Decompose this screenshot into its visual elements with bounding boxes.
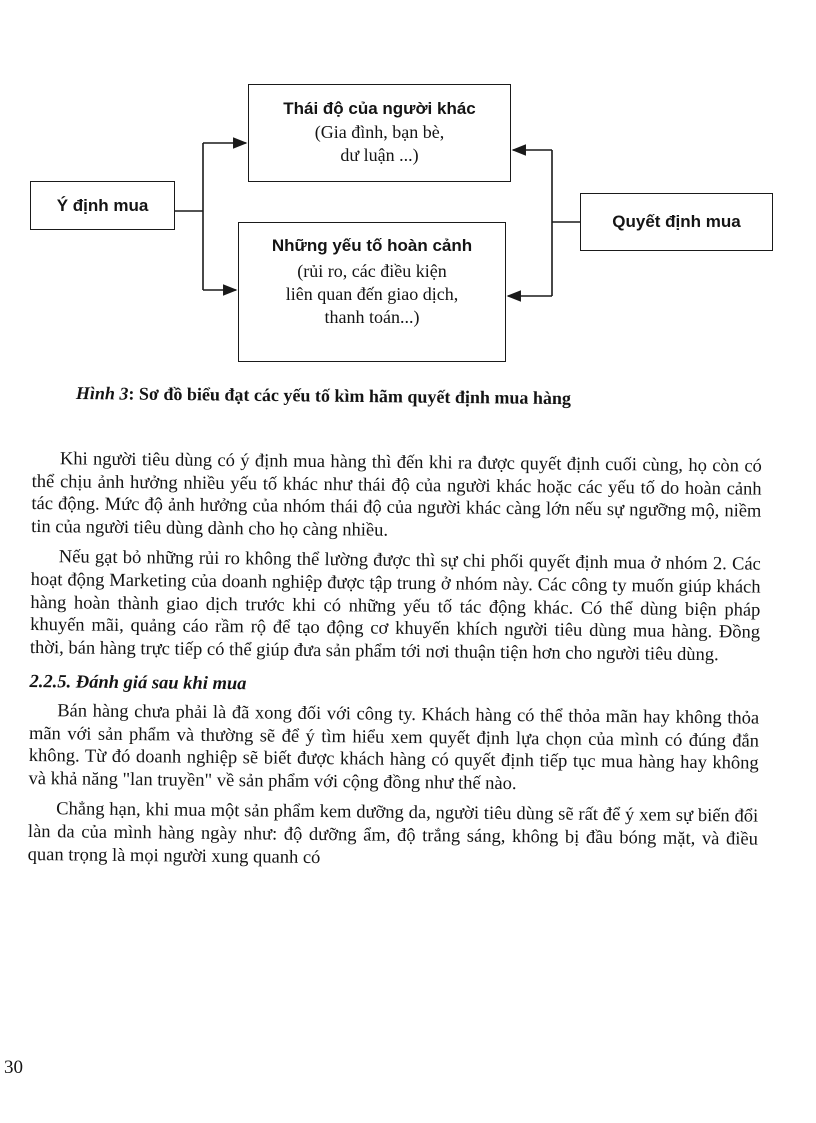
body-text [28,448,762,882]
section-heading: 2.2.5. Đánh giá sau khi mua [29,672,247,695]
paragraph: Khi người tiêu dùng có ý định mua hàng thì đến khi ra được quyết định cuối cùng, họ còn có thể chịu ảnh hưởng nhiều yếu tố khác như thái độ của người khác hoặc các yếu tố do hoàn cảnh tác động. Mức độ ảnh hưởng của nhóm thái độ của người khác càng lớn nếu sự ngưỡng mộ, niềm tin của người tiêu dùng dành cho họ càng nhiều. [31,449,762,541]
circumstances-box [238,222,506,362]
circumstances-line: (rủi ro, các điều kiện [297,261,447,281]
circumstances-line: liên quan đến giao dịch, [285,284,459,304]
intent-label: Ý định mua [56,195,149,215]
page-number: 30 [4,1057,23,1078]
others-attitude-title: Thái độ của người khác [283,99,476,118]
others-attitude-box [248,84,511,182]
decision-label: Quyết định mua [612,212,741,231]
paragraph: Chẳng hạn, khi mua một sản phẩm kem dưỡng da, người tiêu dùng sẽ rất để ý xem sự biến đổi làn da của mình hàng ngày như: độ dưỡng ẩm, độ trắng sáng, không bị đầu bóng mặt, và điều quan trọng là mọi người xung quanh có [27,799,759,868]
others-attitude-line: dư luận ...) [340,145,419,165]
intent-box [30,181,175,230]
decision-box [580,193,773,251]
figure-caption-text: : Sơ đồ biểu đạt các yếu tố kìm hãm quyết định mua hàng [128,383,572,409]
circumstances-title: Những yếu tố hoàn cảnh [271,236,473,255]
paragraph: Bán hàng chưa phải là đã xong đối với công ty. Khách hàng có thể thỏa mãn hay không thỏa mãn với sản phẩm và thường sẽ để ý tìm hiểu xem quyết định lựa chọn của mình có đúng đắn không. Từ đó doanh nghiệp sẽ biết được khách hàng có quyết định tiếp tục mua hàng hay không và khả năng "lan truyền" về sản phẩm với cộng đồng như thế nào. [28,701,760,794]
paragraph: Nếu gạt bỏ những rủi ro không thể lường được thì sự chi phối quyết định mua ở nhóm 2. Các hoạt động Marketing của doanh nghiệp được tập trung ở nhóm này. Các công ty muốn giúp khách hàng hoàn thành giao dịch trước khi có những yếu tố tác động khác. Có thể dùng biện pháp khuyến mãi, quảng cáo rầm rộ để tạo động cơ khuyến khích người tiêu dùng mua hàng. Đồng thời, bán hàng trực tiếp có thể giúp đưa sản phẩm tới nơi thuận tiện hơn cho người tiêu dùng. [29,547,761,665]
circumstances-line: thanh toán...) [324,307,420,327]
figure-label: Hình 3 [75,383,129,404]
others-attitude-line: (Gia đình, bạn bè, [314,122,445,142]
